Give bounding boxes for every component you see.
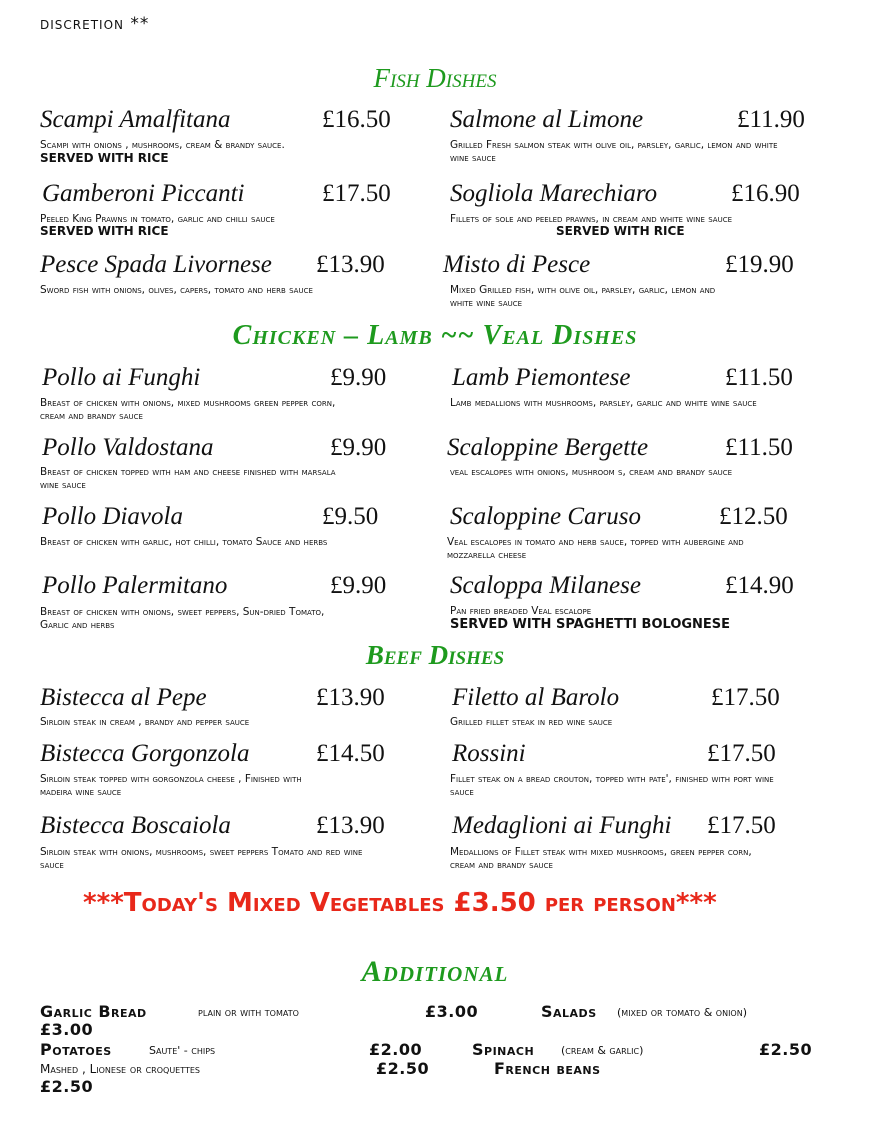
dish-description: Breast of chicken with garlic, hot chilli, tomato Sauce and herbs: [40, 536, 328, 548]
dish-price: £9.90: [330, 434, 387, 461]
side-price: £3.00: [40, 1020, 94, 1039]
dish-price: £9.90: [330, 364, 387, 391]
dish-price: £17.50: [707, 740, 776, 767]
dish-name: Salmone al Limone: [450, 106, 644, 133]
side-label: Salads: [541, 1002, 597, 1021]
dish-name: Sogliola Marechiaro: [450, 180, 658, 207]
dish-description: Sirloin steak topped with gorgonzola cheese , Finished with madeira wine sauce: [40, 773, 302, 798]
side-price: £2.50: [376, 1059, 430, 1078]
beef-dishes-heading: Beef Dishes: [365, 640, 505, 670]
dish-name: Scaloppine Bergette: [447, 434, 649, 461]
dish-price: £11.50: [725, 434, 793, 461]
dish-price: £13.90: [316, 684, 385, 711]
side-label: French beans: [494, 1059, 601, 1078]
dish-name: Lamb Piemontese: [452, 364, 631, 391]
side-price: £3.00: [425, 1002, 479, 1021]
dish-description: Veal escalopes in tomato and herb sauce, topped with aubergine and mozzarella cheese: [447, 536, 744, 561]
side-label: Mashed , Lionese or croquettes: [40, 1062, 200, 1076]
dish-description: Peeled King Prawns in tomato, garlic and chilli sauce: [40, 213, 275, 225]
dish-description: Medallions of Fillet steak with mixed mushrooms, green pepper corn, cream and brandy sauce: [450, 846, 752, 871]
dish-price: £16.50: [322, 106, 391, 133]
side-price: £2.50: [40, 1077, 94, 1096]
dish-price: £13.90: [316, 812, 385, 839]
dish-extra: SERVED WITH RICE: [40, 151, 169, 165]
dish-name: Gamberoni Piccanti: [42, 180, 245, 207]
dish-name: Bistecca Boscaiola: [40, 812, 231, 839]
mixed-vegetables-offer: ***Today's Mixed Vegetables £3.50 per person***: [83, 888, 717, 918]
dish-price: £14.50: [316, 740, 385, 767]
side-label: Potatoes: [40, 1040, 112, 1059]
dish-price: £19.90: [725, 251, 794, 278]
additional-heading: Additional: [361, 955, 509, 988]
dish-name: Pollo Palermitano: [42, 572, 228, 599]
dish-description: Sirloin steak in cream , brandy and pepper sauce: [40, 716, 250, 728]
dish-description: Grilled fillet steak in red wine sauce: [450, 716, 613, 728]
dish-name: Misto di Pesce: [443, 251, 591, 278]
dish-name: Scaloppa Milanese: [450, 572, 641, 599]
dish-description: Grilled Fresh salmon steak with olive oil, parsley, garlic, lemon and white wine sauce: [450, 139, 778, 164]
side-note: (mixed or tomato & onion): [617, 1006, 748, 1019]
dish-description: Fillet steak on a bread crouton, topped with pate', finished with port wine sauce: [450, 773, 774, 798]
dish-description: Mixed Grilled fish, with olive oil, parsley, garlic, lemon and white wine sauce: [450, 284, 716, 309]
dish-price: £13.90: [316, 251, 385, 278]
dish-price: £17.50: [322, 180, 391, 207]
dish-description: Breast of chicken with onions, sweet peppers, Sun-dried Tomato, Garlic and herbs: [40, 606, 325, 631]
discretion-note: discretion **: [40, 14, 150, 34]
dish-description: Fillets of sole and peeled prawns, in cream and white wine sauce: [450, 213, 733, 225]
dish-extra: SERVED WITH RICE: [556, 224, 685, 238]
fish-dishes-heading: Fish Dishes: [373, 63, 497, 93]
dish-description: Pan fried breaded Veal escalope: [450, 605, 592, 617]
side-label: Spinach: [472, 1040, 535, 1059]
dish-description: Breast of chicken with onions, mixed mushrooms green pepper corn, cream and brandy sauce: [40, 397, 336, 422]
side-note: (cream & garlic): [561, 1044, 644, 1057]
dish-name: Pollo Valdostana: [42, 434, 214, 461]
dish-description: veal escalopes with onions, mushroom s, cream and brandy sauce: [450, 466, 733, 478]
dish-description: Sirloin steak with onions, mushrooms, sweet peppers Tomato and red wine sauce: [40, 846, 363, 871]
dish-price: £14.90: [725, 572, 794, 599]
side-note: Saute' - chips: [149, 1044, 216, 1057]
dish-price: £9.50: [322, 503, 379, 530]
dish-name: Medaglioni ai Funghi: [452, 812, 672, 839]
dish-price: £11.50: [725, 364, 793, 391]
dish-name: Pollo ai Funghi: [42, 364, 201, 391]
dish-extra: SERVED WITH SPAGHETTI BOLOGNESE: [450, 617, 731, 632]
side-label: Garlic Bread: [40, 1002, 147, 1021]
dish-name: Pollo Diavola: [42, 503, 183, 530]
dish-name: Scampi Amalfitana: [40, 106, 231, 133]
dish-price: £17.50: [711, 684, 780, 711]
dish-extra: SERVED WITH RICE: [40, 224, 169, 238]
dish-price: £12.50: [719, 503, 788, 530]
dish-price: £9.90: [330, 572, 387, 599]
dish-name: Bistecca al Pepe: [40, 684, 207, 711]
dish-name: Filetto al Barolo: [452, 684, 620, 711]
dish-description: Breast of chicken topped with ham and cheese finished with marsala wine sauce: [40, 466, 336, 491]
dish-name: Rossini: [452, 740, 526, 767]
dish-name: Bistecca Gorgonzola: [40, 740, 250, 767]
dish-description: Lamb medallions with mushrooms, parsley, garlic and white wine sauce: [450, 397, 757, 409]
dish-name: Pesce Spada Livornese: [40, 251, 272, 278]
dish-description: Sword fish with onions, olives, capers, tomato and herb sauce: [40, 284, 313, 296]
side-price: £2.00: [369, 1040, 423, 1059]
dish-price: £16.90: [731, 180, 800, 207]
chicken-lamb-veal-heading: Chicken – Lamb ~~ Veal Dishes: [232, 320, 638, 351]
dish-description: Scampi with onions , mushrooms, cream & brandy sauce.: [40, 139, 285, 151]
dish-price: £17.50: [707, 812, 776, 839]
dish-price: £11.90: [737, 106, 805, 133]
side-price: £2.50: [759, 1040, 813, 1059]
side-note: plain or with tomato: [198, 1006, 299, 1019]
dish-name: Scaloppine Caruso: [450, 503, 641, 530]
